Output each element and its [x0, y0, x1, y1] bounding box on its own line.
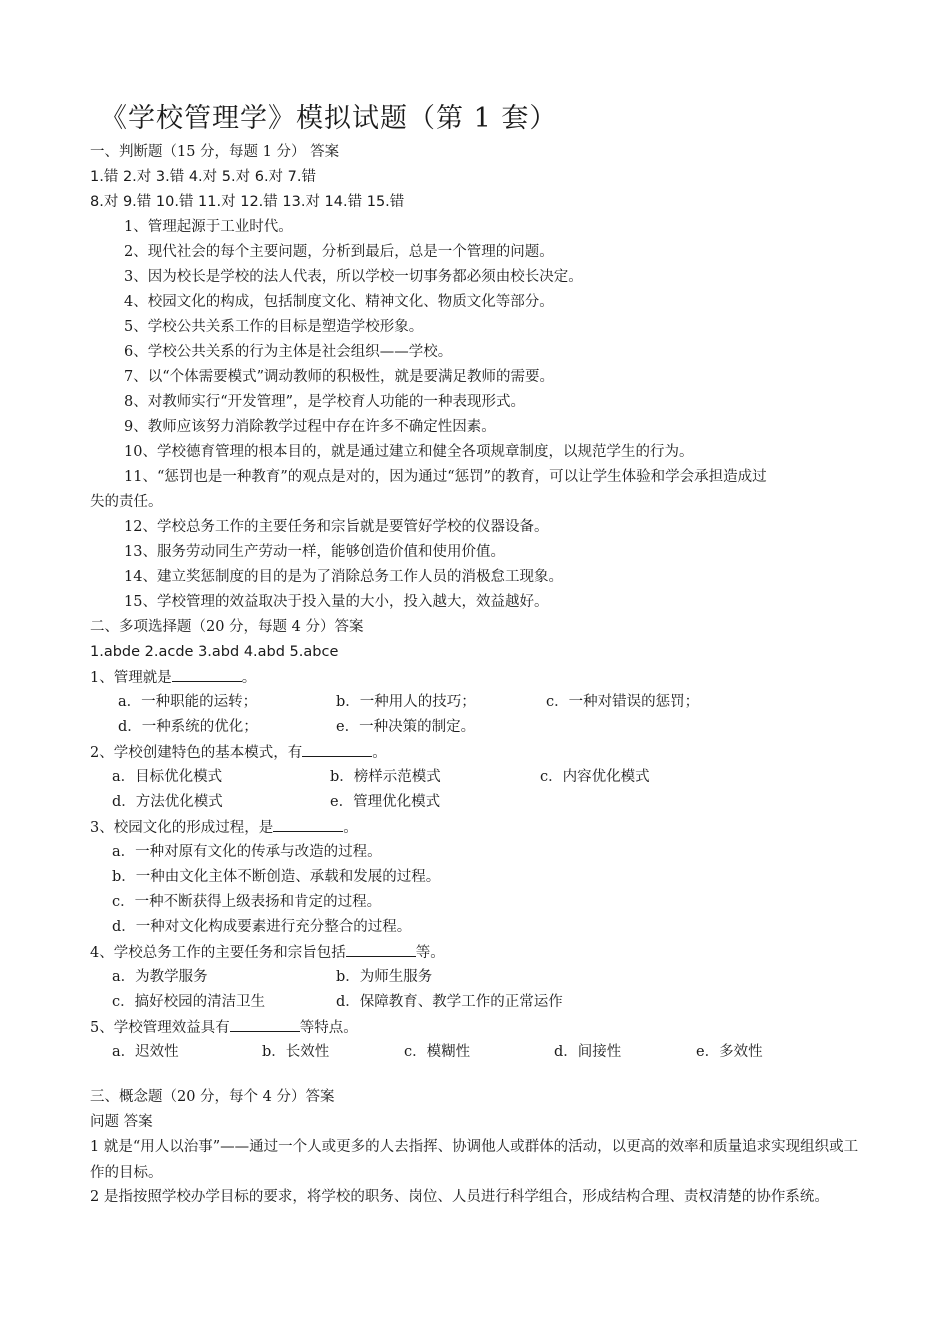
concept-answer-2: 2 是指按照学校办学目标的要求，将学校的职务、岗位、人员进行科学组合，形成结构合理、责权清楚的协作系统。 [90, 1189, 829, 1205]
judge-item: 3、因为校长是学校的法人代表，所以学校一切事务都必须由校长决定。 [124, 269, 583, 285]
judge-item: 11、“惩罚也是一种教育”的观点是对的，因为通过“惩罚”的教育，可以让学生体验和学会承担造成过 [124, 469, 767, 485]
judge-item: 7、以“个体需要模式”调动教师的积极性，就是要满足教师的需要。 [124, 369, 555, 385]
q5-option-e: e．多效性 [696, 1044, 763, 1060]
section1-heading: 一、判断题（15 分，每题 1 分） 答案 [90, 144, 340, 160]
judge-item: 6、学校公共关系的行为主体是社会组织——学校。 [124, 344, 453, 360]
judge-item: 9、教师应该努力消除教学过程中存在许多不确定性因素。 [124, 419, 496, 435]
judge-item: 12、学校总务工作的主要任务和宗旨就是要管好学校的仪器设备。 [124, 519, 549, 535]
judge-item: 1、管理起源于工业时代。 [124, 219, 293, 235]
judge-item: 15、学校管理的效益取决于投入量的大小，投入越大，效益越好。 [124, 594, 549, 610]
q4-option-d: d．保障教育、教学工作的正常运作 [336, 994, 563, 1010]
answer-blank [273, 817, 343, 832]
q2-option-c: c．内容优化模式 [540, 769, 650, 785]
q2-option-e: e．管理优化模式 [330, 794, 441, 810]
answer-blank [230, 1017, 300, 1032]
q3-option-a: a．一种对原有文化的传承与改造的过程。 [112, 844, 382, 860]
q5-option-a: a．迟效性 [112, 1044, 179, 1060]
q4-option-a: a．为教学服务 [112, 969, 208, 985]
q2-option-b: b．榜样示范模式 [330, 769, 441, 785]
concept-answer-1: 1 就是“用人以治事”——通过一个人或更多的人去指挥、协调他人或群体的活动，以更高的效率和质量追求实现组织或工作的目标。 [90, 1139, 859, 1181]
section3-subheading: 问题 答案 [90, 1114, 153, 1130]
section2-heading: 二、多项选择题（20 分，每题 4 分）答案 [90, 619, 364, 635]
q1-option-e: e．一种决策的制定。 [336, 719, 476, 735]
q3-option-d: d．一种对文化构成要素进行充分整合的过程。 [112, 919, 412, 935]
judge-item: 4、校园文化的构成，包括制度文化、精神文化、物质文化等部分。 [124, 294, 554, 310]
answer-blank [302, 742, 372, 757]
judge-item: 14、建立奖惩制度的目的是为了消除总务工作人员的消极怠工现象。 [124, 569, 563, 585]
q1-option-a: a．一种职能的运转； [118, 694, 258, 710]
judge-item: 13、服务劳动同生产劳动一样，能够创造价值和使用价值。 [124, 544, 505, 560]
answer-blank [172, 667, 242, 682]
q2-option-a: a．目标优化模式 [112, 769, 223, 785]
q2-option-d: d．方法优化模式 [112, 794, 223, 810]
section1-answers-line1: 1.错 2.对 3.错 4.对 5.对 6.对 7.错 [90, 169, 316, 185]
question-4-stem: 4、学校总务工作的主要任务和宗旨包括 等。 [90, 942, 445, 963]
question-5-stem: 5、学校管理效益具有 等特点。 [90, 1017, 358, 1038]
q4-option-b: b．为师生服务 [336, 969, 433, 985]
judge-item: 5、学校公共关系工作的目标是塑造学校形象。 [124, 319, 424, 335]
judge-item: 8、对教师实行“开发管理”，是学校育人功能的一种表现形式。 [124, 394, 526, 410]
answer-blank [346, 942, 416, 957]
q1-option-c: c．一种对错误的惩罚； [546, 694, 700, 710]
q5-option-d: d．间接性 [554, 1044, 622, 1060]
document-title: 《学校管理学》模拟试题（第 1 套） [100, 103, 558, 134]
question-3-stem: 3、校园文化的形成过程，是 。 [90, 817, 358, 838]
section3-heading: 三、概念题（20 分，每个 4 分）答案 [90, 1089, 335, 1105]
section1-answers-line2: 8.对 9.错 10.错 11.对 12.错 13.对 14.错 15.错 [90, 194, 405, 210]
question-2-stem: 2、学校创建特色的基本模式，有 。 [90, 742, 387, 763]
section2-answers: 1.abde 2.acde 3.abd 4.abd 5.abce [90, 644, 339, 660]
judge-item-continuation: 失的责任。 [90, 494, 163, 510]
q5-option-c: c．模糊性 [404, 1044, 471, 1060]
judge-item: 2、现代社会的每个主要问题，分析到最后，总是一个管理的问题。 [124, 244, 554, 260]
q1-option-b: b．一种用人的技巧； [336, 694, 476, 710]
q3-option-b: b．一种由文化主体不断创造、承载和发展的过程。 [112, 869, 441, 885]
q5-option-b: b．长效性 [262, 1044, 330, 1060]
judge-item: 10、学校德育管理的根本目的，就是通过建立和健全各项规章制度，以规范学生的行为。 [124, 444, 694, 460]
question-1-stem: 1、管理就是 。 [90, 667, 256, 688]
q3-option-c: c．一种不断获得上级表扬和肯定的过程。 [112, 894, 382, 910]
q4-option-c: c．搞好校园的清洁卫生 [112, 994, 266, 1010]
q1-option-d: d．一种系统的优化； [118, 719, 258, 735]
